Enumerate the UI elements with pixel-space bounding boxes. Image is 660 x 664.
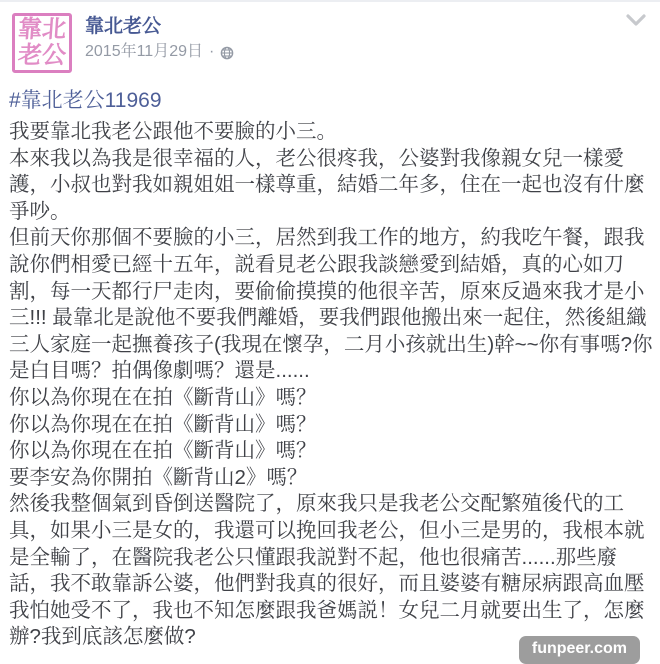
- post-text-line: 是白目嗎？拍偶像劇嗎？還是......: [9, 359, 310, 383]
- page-name-link[interactable]: 靠北老公: [85, 16, 162, 37]
- avatar-char: 公: [41, 43, 67, 69]
- post-text-line: 辦?我到底該怎麼做?: [9, 625, 196, 649]
- post-text-line: 話，我不敢靠訴公婆，他們對我真的很好，而且婆婆有糖尿病跟高血壓: [9, 572, 645, 596]
- chevron-down-icon[interactable]: [626, 13, 646, 27]
- post-text-line: 具，如果小三是女的，我還可以挽回我老公，但小三是男的，我根本就: [9, 518, 645, 542]
- post-text-line: 三人家庭一起撫養孩子(我現在懷孕，二月小孩就出生)幹~~你有事嗎?你: [9, 332, 653, 356]
- post-text-line: 我要靠北我老公跟他不要臉的小三。: [9, 120, 337, 143]
- post-text-line: 爭吵。: [9, 199, 71, 223]
- post-text-line: 然後我整個氣到昏倒送醫院了，原來我只是我老公交配繁殖後代的工: [9, 492, 624, 516]
- timestamp-row: [85, 42, 234, 62]
- post-text-line: 我怕她受不了，我也不知怎麼跟我爸媽説！女兒二月就要出生了，怎麼: [9, 598, 645, 622]
- dot-separator: ·: [209, 43, 215, 60]
- post-text-line: 要李安為你開拍《斷背山2》嗎？: [9, 465, 308, 489]
- post-text-line: 你以為你現在在拍《斷背山》嗎？: [9, 385, 317, 409]
- post-text-line: 說你們相愛已經十五年，説看見老公跟我談戀愛到結婚，真的心如刀: [9, 252, 624, 276]
- post-text-line: 你以為你現在在拍《斷背山》嗎？: [9, 439, 317, 463]
- post-body: [9, 119, 654, 651]
- post-text-line: 你以為你現在在拍《斷背山》嗎？: [9, 412, 317, 436]
- post-text-line: 但前天你那個不要臉的小三，居然到我工作的地方，約我吃午餐，跟我: [9, 226, 645, 250]
- post-timestamp-link[interactable]: 2015年11月29日: [85, 43, 204, 60]
- globe-audience-icon: [220, 46, 234, 60]
- post-text-line: 是全輸了，在醫院我老公只懂跟我説對不起，他也很痛苦......那些廢: [9, 545, 618, 569]
- post-header: [0, 2, 660, 73]
- watermark-badge: funpeer.com: [519, 636, 640, 664]
- post-text-line: 本來我以為我是很幸福的人，老公很疼我，公婆對我像親女兒一樣愛: [9, 146, 624, 170]
- header-text: [85, 13, 234, 62]
- post-text-line: 三!!! 最靠北是說他不要我們離婚，要我們跟他搬出來一起住，然後組織: [9, 306, 647, 330]
- post-text-line: 護，小叔也對我如親姐姐一樣尊重，結婚二年多，住在一起也沒有什麼: [9, 173, 645, 197]
- hashtag-link[interactable]: #靠北老公11969: [9, 89, 162, 112]
- avatar-char: 老: [17, 43, 43, 69]
- avatar-char: 靠: [17, 17, 43, 43]
- page-avatar[interactable]: [12, 13, 72, 73]
- post-text-line: 割，每一天都行尸走肉，要偷偷摸摸的他很辛苦，原來反過來我才是小: [9, 279, 645, 303]
- avatar-char: 北: [41, 17, 67, 43]
